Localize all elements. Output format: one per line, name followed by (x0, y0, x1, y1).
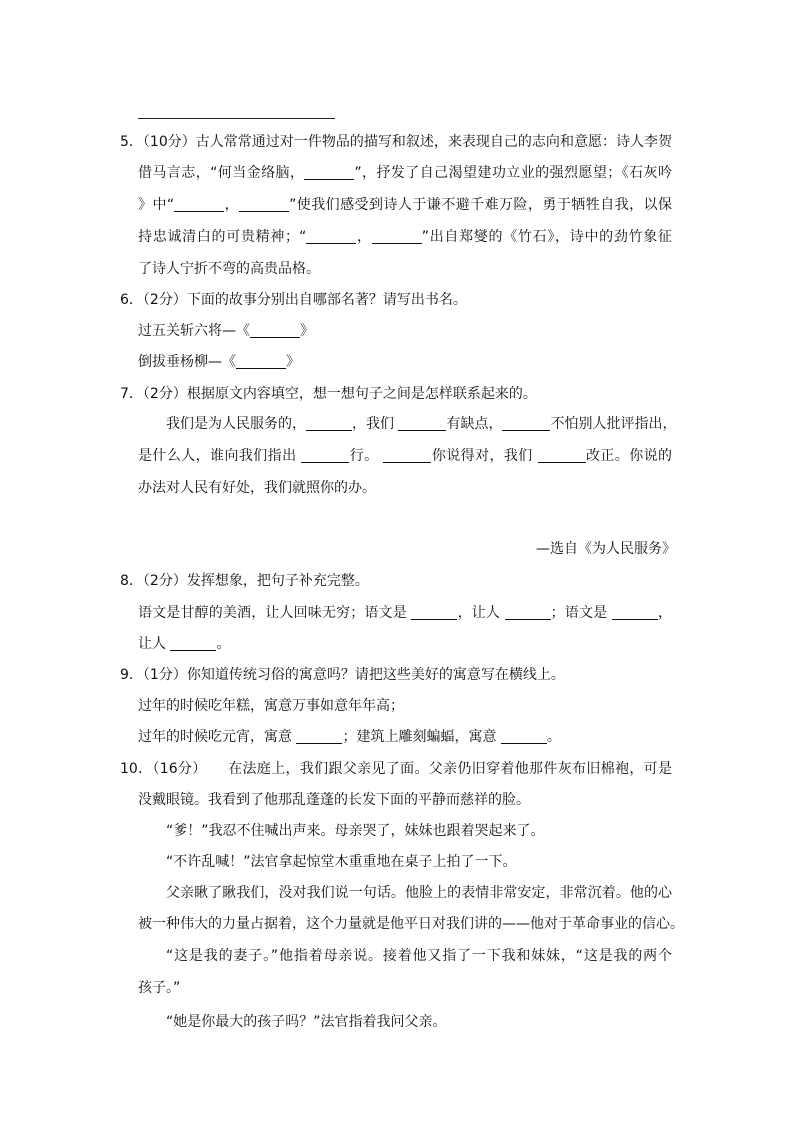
q7-passage-line-1: 我们是为人民服务的， ，我们 有缺点， 不怕别人批评指出， (166, 416, 677, 432)
q10-line-7: “这是我的妻子。”他指着母亲说。接着他又指了一下我和妹妹，“这是我的两个 (166, 948, 672, 964)
q10-line-9: “她是你最大的孩子吗？”法官指着我问父亲。 (166, 1014, 447, 1030)
q5-line-1: 5．（10分）古人常常通过对一件物品的描写和叙述，来表现自己的志向和意愿：诗人李贺 (120, 134, 672, 150)
q9-stem: 9．（1分）你知道传统习俗的寓意吗？请把这些美好的寓意写在横线上。 (120, 667, 565, 683)
q9-line-1: 过年的时候吃年糕，寓意万事如意年年高； (138, 698, 404, 714)
q7-passage-line-2: 是什么人，谁向我们指出 行。 你说得对，我们 改正。你说的 (138, 448, 673, 464)
q10-line-1: 10．（16分） 在法庭上，我们跟父亲见了面。父亲仍旧穿着他那件灰布旧棉袍，可是 (120, 761, 672, 777)
answer-blank[interactable] (304, 165, 354, 180)
answer-blank[interactable] (306, 416, 352, 431)
q5-line-5: 了诗人宁折不弯的高贵品格。 (138, 261, 320, 277)
q10-line-5: 父亲瞅了瞅我们，没对我们说一句话。他脸上的表情非常安定，非常沉着。他的心 (166, 885, 672, 901)
q9-line-2: 过年的时候吃元宵，寓意 ；建筑上雕刻蝙蝠，寓意 。 (138, 729, 561, 745)
q6-item-1: 过五关斩六将—《 》 (138, 323, 314, 339)
answer-blank[interactable] (239, 197, 289, 212)
q7-source: —选自《为人民服务》 (536, 541, 676, 557)
answer-blank[interactable] (296, 729, 342, 744)
answer-blank[interactable] (398, 416, 446, 431)
q10-line-4: “不许乱喊！”法官拿起惊堂木重重地在桌子上拍了一下。 (166, 854, 517, 870)
q10-line-8: 孩子。” (138, 980, 181, 996)
answer-blank[interactable] (174, 197, 224, 212)
q8-stem: 8．（2分）发挥想象，把句子补充完整。 (120, 573, 369, 589)
q8-line-1: 语文是甘醇的美酒，让人回味无穷；语文是 ，让人 ；语文是 ， (138, 605, 673, 621)
q6-item-2: 倒拔垂杨柳—《 》 (138, 354, 300, 370)
answer-blank[interactable] (538, 448, 586, 463)
answer-blank[interactable] (505, 605, 551, 620)
q5-line-2: 借马言志，“何当金络脑， ”，抒发了自己渴望建功立业的强烈愿望；《石灰吟 (138, 165, 672, 181)
q7-stem: 7．（2分）根据原文内容填空，想一想句子之间是怎样联系起来的。 (120, 386, 537, 402)
answer-blank[interactable] (502, 416, 550, 431)
q5-line-3: 》中“ ， ”使我们感受到诗人于谦不避千难万险，勇于牺牲自我，以保 (138, 197, 672, 213)
answer-blank[interactable] (383, 448, 431, 463)
answer-blank[interactable] (250, 323, 300, 338)
q10-line-3: “爹！”我忍不住喊出声来。母亲哭了，妹妹也跟着哭起来了。 (166, 823, 545, 839)
q5-line-4: 持忠诚清白的可贵精神；“ ， ”出自郑燮的《竹石》，诗中的劲竹象征 (138, 229, 672, 245)
answer-blank[interactable] (306, 229, 356, 244)
q10-line-2: 没戴眼镜。我看到了他那乱蓬蓬的长发下面的平静而慈祥的脸。 (138, 792, 530, 808)
answer-blank[interactable] (612, 605, 658, 620)
answer-blank[interactable] (501, 729, 547, 744)
answer-blank[interactable] (301, 448, 349, 463)
q7-passage-line-3: 办法对人民有好处，我们就照你的办。 (138, 480, 376, 496)
answer-blank[interactable] (372, 229, 422, 244)
answer-line (138, 118, 335, 119)
q10-line-6: 被一种伟大的力量占据着，这个力量就是他平日对我们讲的——他对于革命事业的信心。 (138, 916, 684, 932)
answer-blank[interactable] (170, 636, 216, 651)
q8-line-2: 让人 。 (138, 636, 231, 652)
answer-blank[interactable] (236, 354, 286, 369)
q6-stem: 6．（2分）下面的故事分别出自哪部名著？请写出书名。 (120, 292, 467, 308)
answer-blank[interactable] (411, 605, 457, 620)
